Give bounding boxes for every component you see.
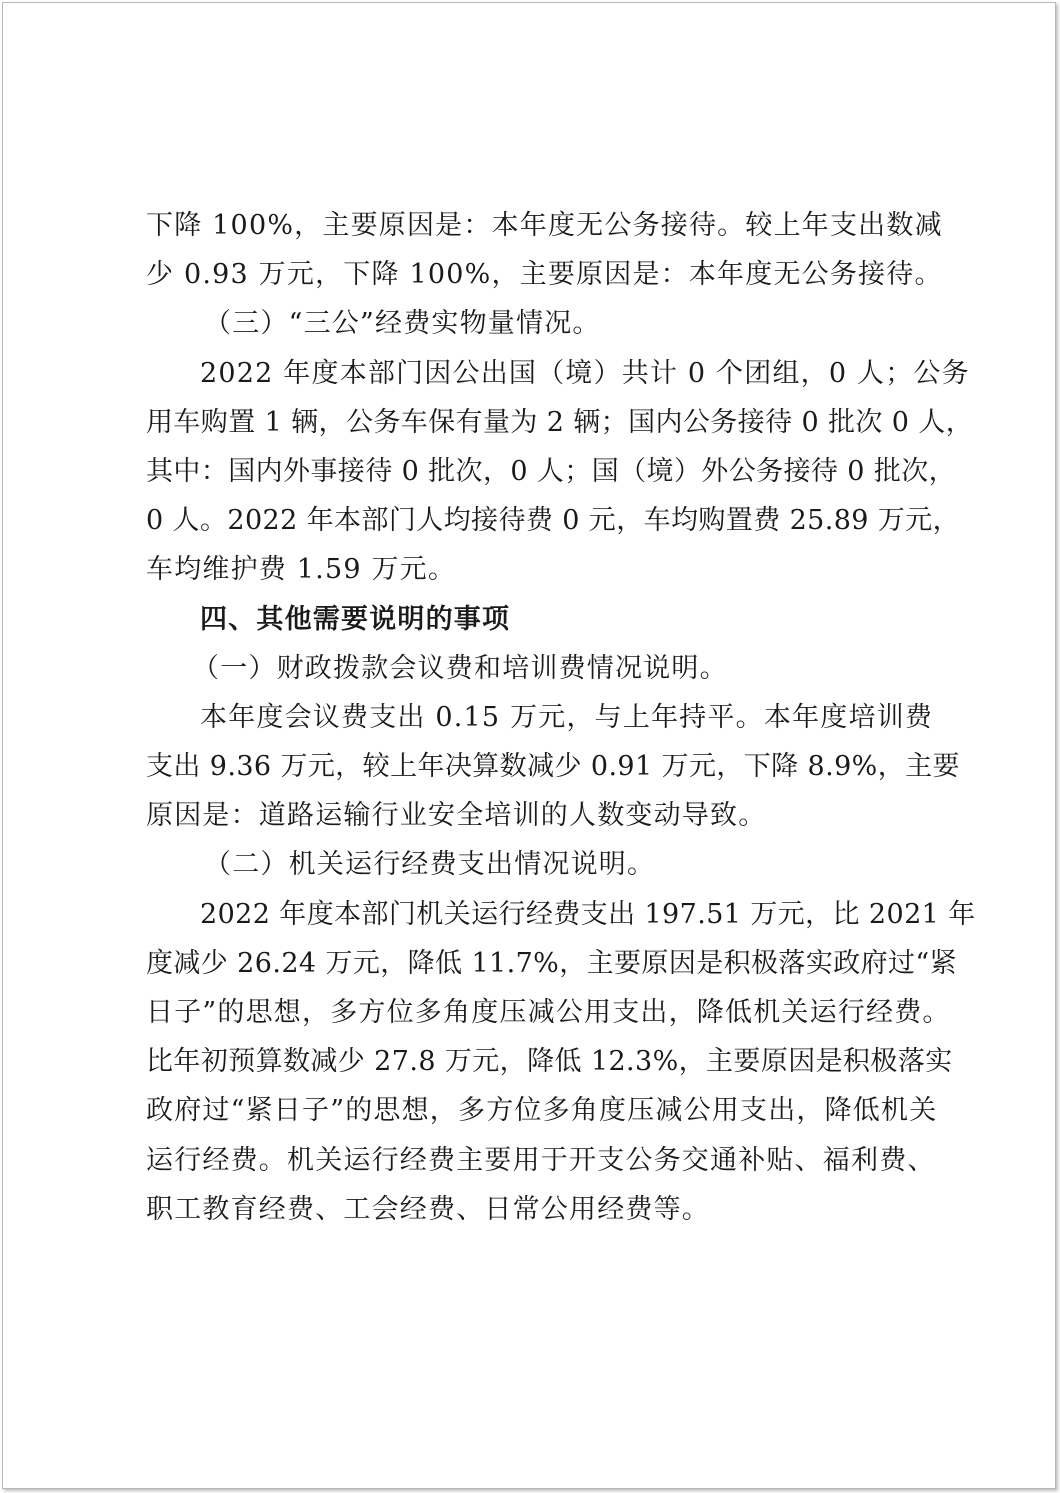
paragraph-line: 少 0.93 万元，下降 100%，主要原因是：本年度无公务接待。: [146, 259, 943, 291]
subsection-heading-1: （一）财政拨款会议费和培训费情况说明。: [192, 652, 728, 684]
document-page: [2, 2, 1056, 1489]
paragraph-line: 政府过“紧日子”的思想，多方位多角度压减公用支出，降低机关: [146, 1095, 938, 1127]
paragraph-line: 其中：国内外事接待 0 批次，0 人；国（境）外公务接待 0 批次，: [146, 455, 957, 487]
paragraph-line: 0 人。2022 年本部门人均接待费 0 元，车均购置费 25.89 万元，: [146, 505, 961, 537]
paragraph-line: 职工教育经费、工会经费、日常公用经费等。: [146, 1193, 710, 1225]
paragraph-line: 2022 年度本部门因公出国（境）共计 0 个团组，0 人；公务: [200, 357, 970, 389]
paragraph-line: 本年度会议费支出 0.15 万元，与上年持平。本年度培训费: [200, 701, 934, 733]
paragraph-line: 车均维护费 1.59 万元。: [146, 554, 457, 586]
paragraph-line: 支出 9.36 万元，较上年决算数减少 0.91 万元，下降 8.9%，主要: [146, 751, 960, 783]
paragraph-line: 运行经费。机关运行经费主要用于开支公务交通补贴、福利费、: [146, 1144, 936, 1176]
paragraph-line: 比年初预算数减少 27.8 万元，降低 12.3%，主要原因是积极落实: [146, 1046, 953, 1078]
paragraph-line: 用车购置 1 辆，公务车保有量为 2 辆；国内公务接待 0 批次 0 人，: [146, 406, 974, 438]
paragraph-line: 2022 年度本部门机关运行经费支出 197.51 万元，比 2021 年: [200, 898, 976, 930]
paragraph-line: 日子”的思想，多方位多角度压减公用支出，降低机关运行经费。: [146, 997, 951, 1028]
subsection-heading-2: （二）机关运行经费支出情况说明。: [204, 849, 656, 881]
paragraph-line: 度减少 26.24 万元，降低 11.7%，主要原因是积极落实政府过“紧: [146, 947, 958, 979]
paragraph-line: 原因是：道路运输行业安全培训的人数变动导致。: [146, 800, 767, 832]
paragraph-line: 下降 100%，主要原因是：本年度无公务接待。较上年支出数减: [146, 210, 943, 241]
section-heading-4: 四、其他需要说明的事项: [200, 603, 511, 635]
subsection-heading-3: （三）“三公”经费实物量情况。: [204, 308, 601, 340]
document-body: [146, 201, 976, 1234]
